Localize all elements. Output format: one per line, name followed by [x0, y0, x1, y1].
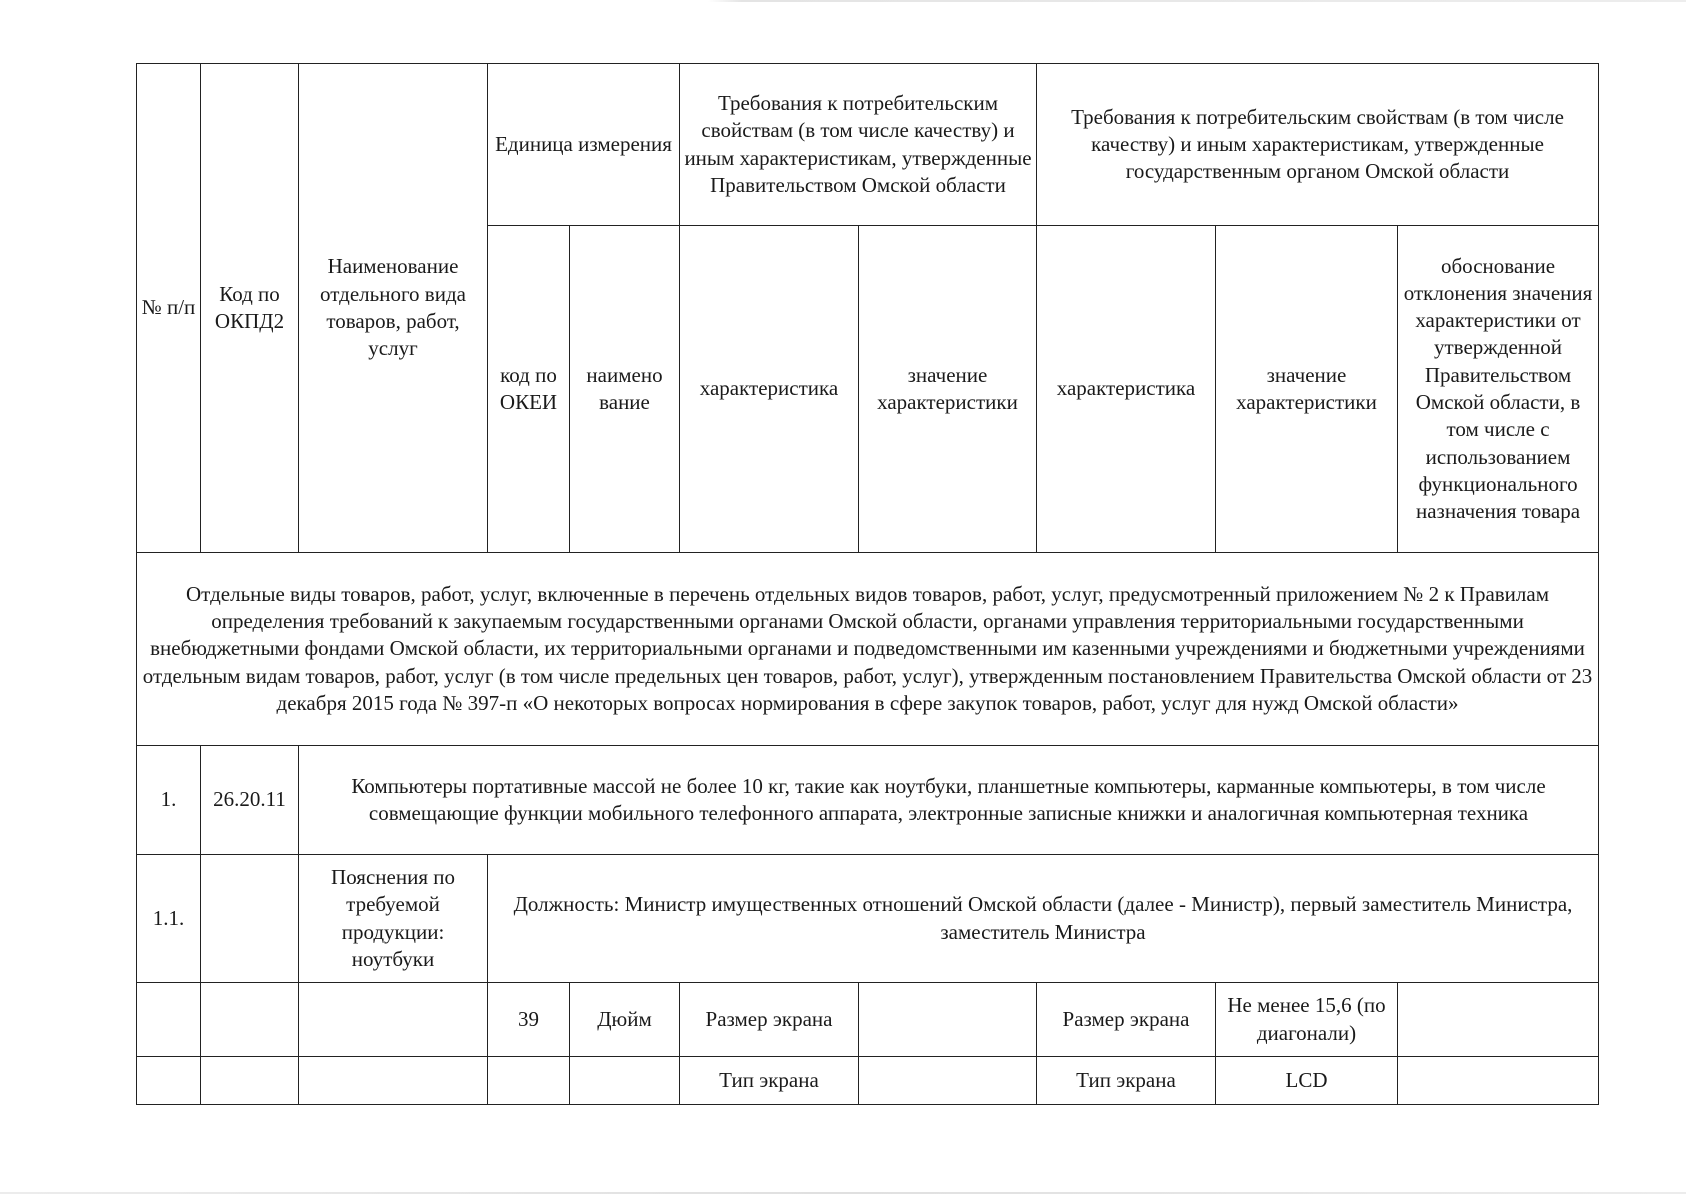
table-row: [137, 746, 1599, 855]
row-gov-value: [859, 1057, 1037, 1105]
row-organ-value: Не менее 15,6 (по диагонали): [1216, 983, 1398, 1057]
header-gov-value: значение характеристики: [859, 226, 1037, 553]
row-organ-value: LCD: [1216, 1057, 1398, 1105]
header-justification: обоснование отклонения значения характеристики от утвержденной Правительством Омской области, в том числе с использованием функционального назначения товара: [1398, 226, 1599, 553]
row-okei: 39: [488, 983, 570, 1057]
requirements-table: [136, 63, 1599, 1105]
row-unit: Дюйм: [570, 983, 680, 1057]
section-description: Отдельные виды товаров, работ, услуг, включенные в перечень отдельных видов товаров, работ, услуг, предусмотренный приложением № 2 к Правилам определения требований к закупаемым государственными органами Омской области, органами управления территориальными государственными внебюджетными фондами Омской области, их территориальными органами и подведомственными им казенными учреждениями и бюджетными учреждениями отдельным видам товаров, работ, услуг (в том числе предельных цен товаров, работ, услуг), утвержденным постановлением Правительства Омской области от 23 декабря 2015 года № 397-п «О некоторых вопросах нормирования в сфере закупок товаров, работ, услуг для нужд Омской области»: [137, 553, 1599, 746]
row-code: [201, 983, 299, 1057]
row-name: [299, 983, 488, 1057]
row-okei: [488, 1057, 570, 1105]
row-code: [201, 855, 299, 983]
header-okpd: Код по ОКПД2: [201, 64, 299, 553]
row-gov-characteristic: Тип экрана: [680, 1057, 859, 1105]
row-note: Пояснения по требуемой продукции: ноутбуки: [299, 855, 488, 983]
table-row: [137, 855, 1599, 983]
header-unit: Единица измерения: [488, 64, 680, 226]
section-row: [137, 553, 1599, 746]
header-gov-requirements: Требования к потребительским свойствам (в том числе качеству) и иным характеристикам, утвержденные Правительством Омской области: [680, 64, 1037, 226]
table-row: [137, 983, 1599, 1057]
header-organ-value: значение характеристики: [1216, 226, 1398, 553]
row-num: 1.1.: [137, 855, 201, 983]
scan-bottom-edge: [0, 1192, 1686, 1194]
row-unit: [570, 1057, 680, 1105]
row-code: 26.20.11: [201, 746, 299, 855]
row-num: 1.: [137, 746, 201, 855]
row-gov-value: [859, 983, 1037, 1057]
row-gov-characteristic: Размер экрана: [680, 983, 859, 1057]
table-row: [137, 1057, 1599, 1105]
header-unit-code: код по ОКЕИ: [488, 226, 570, 553]
header-gov-characteristic: характеристика: [680, 226, 859, 553]
row-justification: [1398, 1057, 1599, 1105]
row-organ-characteristic: Тип экрана: [1037, 1057, 1216, 1105]
row-num: [137, 1057, 201, 1105]
header-organ-requirements: Требования к потребительским свойствам (в том числе качеству) и иным характеристикам, утвержденные государственным органом Омской области: [1037, 64, 1599, 226]
row-justification: [1398, 983, 1599, 1057]
scan-top-edge: [0, 0, 1686, 2]
header-row-1: [137, 64, 1599, 226]
row-code: [201, 1057, 299, 1105]
row-organ-characteristic: Размер экрана: [1037, 983, 1216, 1057]
header-organ-characteristic: характеристика: [1037, 226, 1216, 553]
row-description: Компьютеры портативные массой не более 10 кг, такие как ноутбуки, планшетные компьютеры, карманные компьютеры, в том числе совмещающие функции мобильного телефонного аппарата, электронные записные книжки и аналогичная компьютерная техника: [299, 746, 1599, 855]
row-position: Должность: Министр имущественных отношений Омской области (далее - Министр), первый заместитель Министра, заместитель Министра: [488, 855, 1599, 983]
row-name: [299, 1057, 488, 1105]
header-num: № п/п: [137, 64, 201, 553]
header-unit-name: наимено вание: [570, 226, 680, 553]
row-num: [137, 983, 201, 1057]
header-name: Наименование отдельного вида товаров, работ, услуг: [299, 64, 488, 553]
